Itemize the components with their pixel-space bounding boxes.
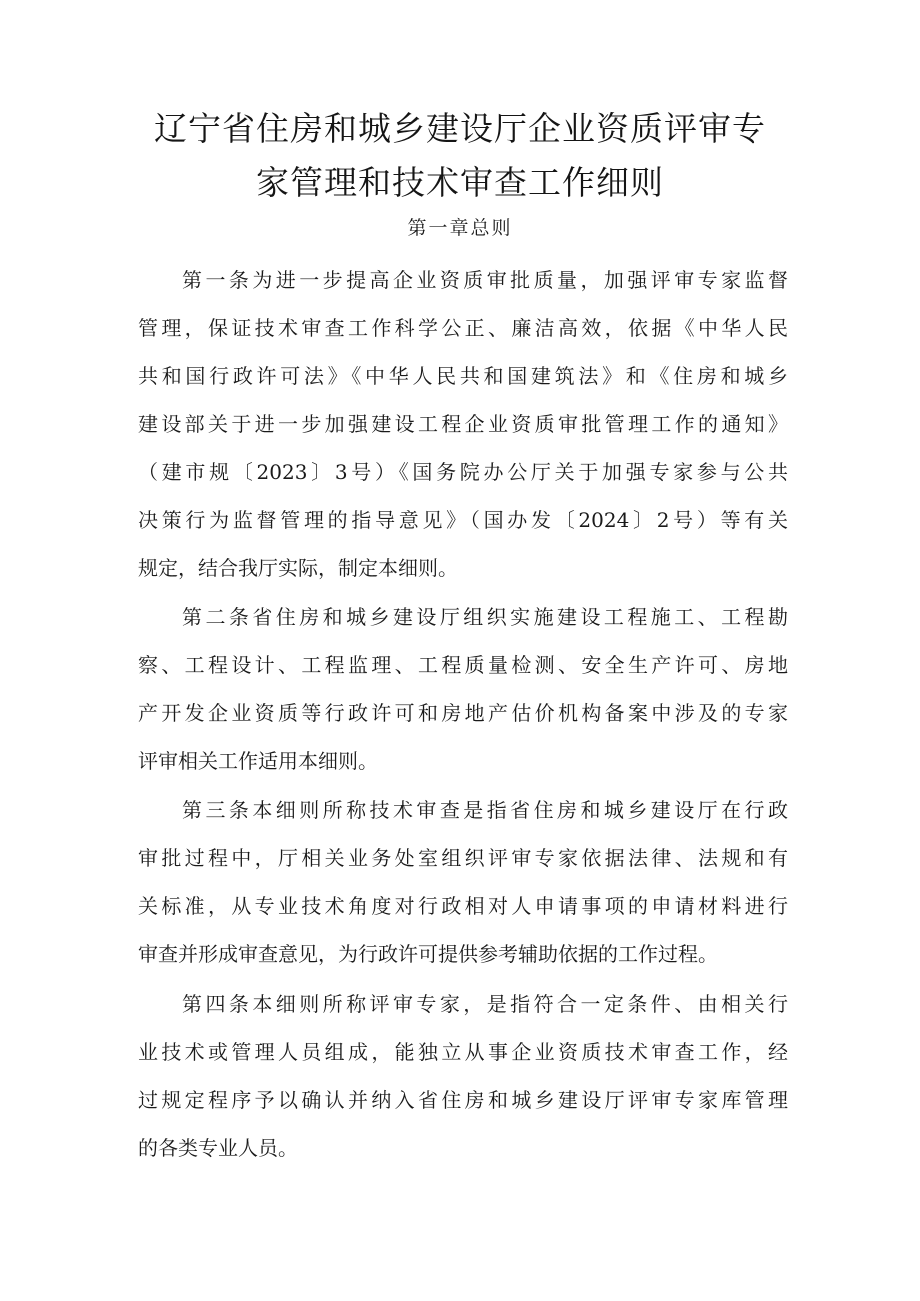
article-line: 过规定程序予以确认并纳入省住房和城乡建设厅评审专家库管理: [138, 1088, 788, 1112]
article-line: 第三条本细则所称技术审查是指省住房和城乡建设厅在行政: [182, 798, 788, 822]
article-line: 业技术或管理人员组成，能独立从事企业资质技术审查工作，经: [138, 1040, 788, 1064]
article-line: 的各类专业人员。: [138, 1136, 298, 1160]
article-4: [138, 980, 788, 1172]
title-line-1: 辽宁省住房和城乡建设厅企业资质评审专: [154, 109, 766, 148]
article-line: 第四条本细则所称评审专家，是指符合一定条件、由相关行: [182, 992, 788, 1016]
article-line: 产开发企业资质等行政许可和房地产估价机构备案中涉及的专家: [138, 701, 788, 725]
article-1: [138, 256, 788, 592]
article-line: 决策行为监督管理的指导意见》（国办发〔2024〕2号）等有关: [138, 508, 788, 532]
article-line: 评审相关工作适用本细则。: [138, 749, 378, 773]
article-line: 察、工程设计、工程监理、工程质量检测、安全生产许可、房地: [138, 653, 788, 677]
article-line: 关标准，从专业技术角度对行政相对人申请事项的申请材料进行: [138, 894, 788, 918]
article-2: [138, 593, 788, 785]
article-line: 审批过程中，厅相关业务处室组织评审专家依据法律、法规和有: [138, 846, 788, 870]
article-line: 审查并形成审查意见，为行政许可提供参考辅助依据的工作过程。: [138, 942, 718, 966]
article-line: 共和国行政许可法》《中华人民共和国建筑法》和《住房和城乡: [138, 364, 788, 388]
article-3: [138, 786, 788, 978]
article-line: 管理，保证技术审查工作科学公正、廉洁高效，依据《中华人民: [138, 316, 788, 340]
article-line: 规定，结合我厅实际，制定本细则。: [138, 556, 458, 580]
chapter-heading: 第一章总则: [407, 217, 513, 239]
article-line: 第二条省住房和城乡建设厅组织实施建设工程施工、工程勘: [182, 605, 788, 629]
document-title: [130, 102, 790, 210]
title-line-2: 家管理和技术审查工作细则: [256, 163, 664, 202]
article-line: （建市规〔2023〕3号）《国务院办公厅关于加强专家参与公共: [138, 460, 788, 484]
article-line: 第一条为进一步提高企业资质审批质量，加强评审专家监督: [182, 268, 788, 292]
article-line: 建设部关于进一步加强建设工程企业资质审批管理工作的通知》: [138, 412, 788, 436]
